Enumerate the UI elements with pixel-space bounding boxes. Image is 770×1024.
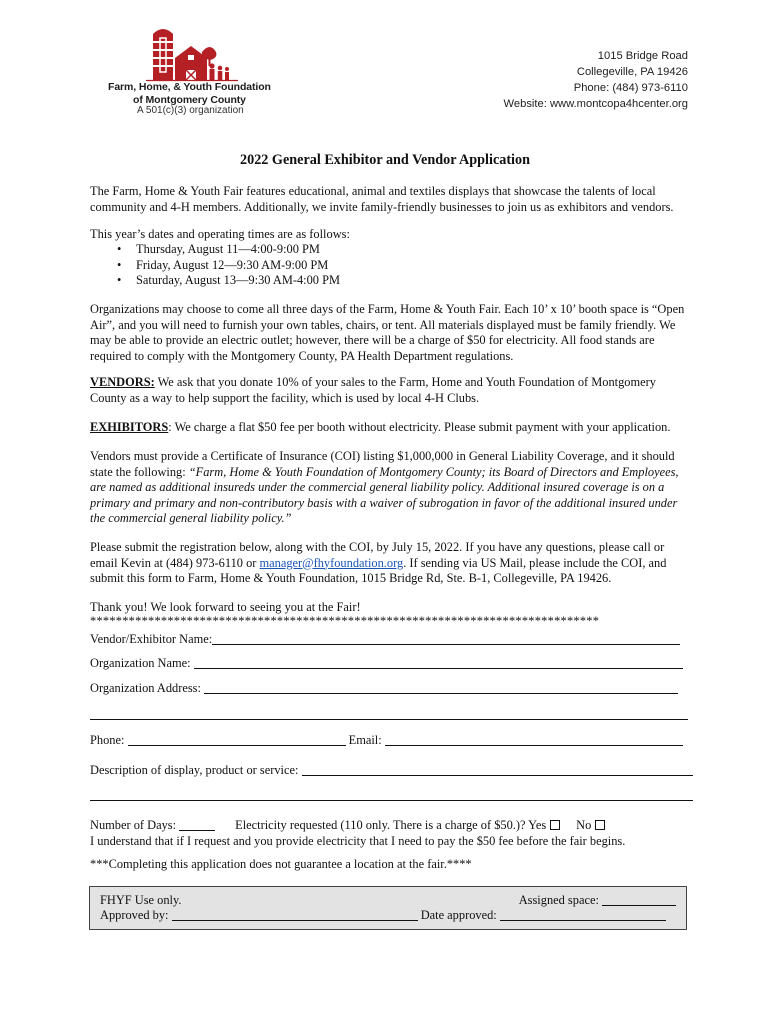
assigned-space-row: [519, 893, 676, 908]
exhibitors-paragraph: [90, 420, 690, 436]
organizations-paragraph: Organizations may choose to come all three days of the Farm, Home & Youth Fair. Each 10’ x 10’ booth space is “Open Air”, and you will need to furnish your own tables, chairs, or tent. All materials displayed must be family friendly. We may be able to provide an electric outlet; however, there will be a charge of $50 for electricity. All food stands are required to comply with the Montgomery County, PA Health Department regulations.: [90, 302, 685, 363]
org-name-field[interactable]: [194, 656, 683, 669]
address-city: Collegeville, PA 19426: [576, 66, 688, 78]
logo-org-line1: Farm, Home, & Youth Foundation: [108, 81, 271, 93]
page-title: 2022 General Exhibitor and Vendor Application: [240, 152, 530, 168]
yes-checkbox[interactable]: [550, 820, 560, 830]
days-electricity-row: [90, 818, 605, 833]
date-item: • Saturday, August 13—9:30 AM-4:00 PM: [90, 273, 340, 289]
exhibitors-label: EXHIBITORS: [90, 420, 169, 434]
date-item: • Thursday, August 11—4:00-9:00 PM: [90, 242, 340, 258]
foundation-logo: [106, 24, 281, 116]
submit-text2: . If sending via US Mail, please include the COI, and submit this form to Farm, Home & Youth Foundation, 1015 Bridge Rd, Ste. B-1, Collegeville, PA 19426.: [90, 555, 667, 586]
vendor-name-field[interactable]: [212, 632, 680, 645]
org-name-label: Organization Name:: [90, 656, 194, 670]
disclaimer: ***Completing this application does not guarantee a location at the fair.****: [90, 857, 472, 871]
logo-org-line3: A 501(c)(3) organization: [137, 105, 244, 116]
approved-by-field[interactable]: [172, 908, 418, 921]
days-field[interactable]: [179, 818, 215, 831]
exhibitors-text: : We charge a flat $50 fee per booth without electricity. Please submit payment with your application.: [168, 420, 671, 434]
org-address-field[interactable]: [204, 681, 678, 694]
address-website: Website: www.montcopa4hcenter.org: [503, 98, 688, 110]
description-row: [90, 763, 693, 778]
vendor-name-row: [90, 632, 680, 647]
dates-heading: This year’s dates and operating times are as follows:: [90, 227, 350, 241]
office-use-box: [89, 886, 687, 930]
address-street: 1015 Bridge Road: [597, 50, 688, 62]
approval-row: [100, 908, 666, 923]
no-label: No: [576, 818, 592, 832]
days-label: Number of Days:: [90, 818, 180, 832]
barn-silo-icon: [106, 24, 281, 82]
asterisk-divider: *******************************************************************************: [90, 614, 600, 628]
org-address-label: Organization Address:: [90, 681, 205, 695]
approved-by-label: Approved by:: [100, 908, 172, 922]
description-field[interactable]: [302, 763, 693, 776]
description-label: Description of display, product or service:: [90, 763, 302, 777]
org-name-row: [90, 656, 683, 671]
electricity-label: Electricity requested (110 only. There is a charge of $50.)? Yes: [235, 818, 547, 832]
date-approved-label: Date approved:: [417, 908, 500, 922]
logo-org-line2: of Montgomery County: [133, 94, 246, 106]
email-label: Email:: [345, 733, 385, 747]
org-address-line2-field[interactable]: [90, 718, 688, 720]
no-checkbox[interactable]: [595, 820, 605, 830]
address-phone: Phone: (484) 973-6110: [573, 82, 688, 94]
date-approved-field[interactable]: [500, 908, 666, 921]
org-address-row: [90, 681, 678, 696]
office-use-label: FHYF Use only.: [100, 893, 182, 907]
intro-paragraph: The Farm, Home & Youth Fair features educational, animal and textiles displays that showcase the talents of local community and 4-H members. Additionally, we invite family-friendly businesses to join us as exhibitors and vendors.: [90, 184, 674, 214]
vendors-label: VENDORS:: [90, 375, 155, 389]
thanks-line: Thank you! We look forward to seeing you at the Fair!: [90, 600, 361, 614]
coi-paragraph: [90, 449, 690, 527]
description-line2-field[interactable]: [90, 799, 693, 801]
vendor-name-label: Vendor/Exhibitor Name:: [90, 632, 213, 646]
email-link[interactable]: manager@fhyfoundation.org: [259, 555, 404, 570]
vendors-paragraph: [90, 375, 690, 406]
coi-quote: “Farm, Home & Youth Foundation of Montgomery County; its Board of Directors and Employees, are named as additional insureds under the commercial general liability policy. Additional insured coverage is on a primary and primary and non-contributory basis with a waiver of subrogation in favor of the additional insured under the commercial general liability policy.”: [90, 464, 679, 526]
coi-text: Vendors must provide a Certificate of Insurance (COI) listing $1,000,000 in General Liability Coverage, and it should state the following:: [90, 449, 675, 479]
vendors-text: We ask that you donate 10% of your sales to the Farm, Home and Youth Foundation of Montgomery County as a way to help support the facility, which is used by local 4-H Clubs.: [90, 375, 656, 405]
phone-field[interactable]: [128, 733, 346, 746]
email-field[interactable]: [385, 733, 683, 746]
electricity-agreement: I understand that if I request and you provide electricity that I need to pay the $50 fee before the fair begins.: [90, 834, 626, 848]
assigned-space-label: Assigned space:: [518, 893, 602, 907]
phone-label: Phone:: [90, 733, 128, 747]
assigned-space-field[interactable]: [602, 893, 676, 906]
phone-email-row: [90, 733, 683, 748]
dates-list: [90, 242, 340, 289]
submit-text1: Please submit the registration below, along with the COI, by July 15, 2022. If you have any questions, please call or email Kevin at (484) 973-6110 or: [90, 540, 665, 570]
address-block: [504, 48, 688, 112]
submit-paragraph: [90, 540, 690, 587]
date-item: • Friday, August 12—9:30 AM-9:00 PM: [90, 258, 340, 274]
